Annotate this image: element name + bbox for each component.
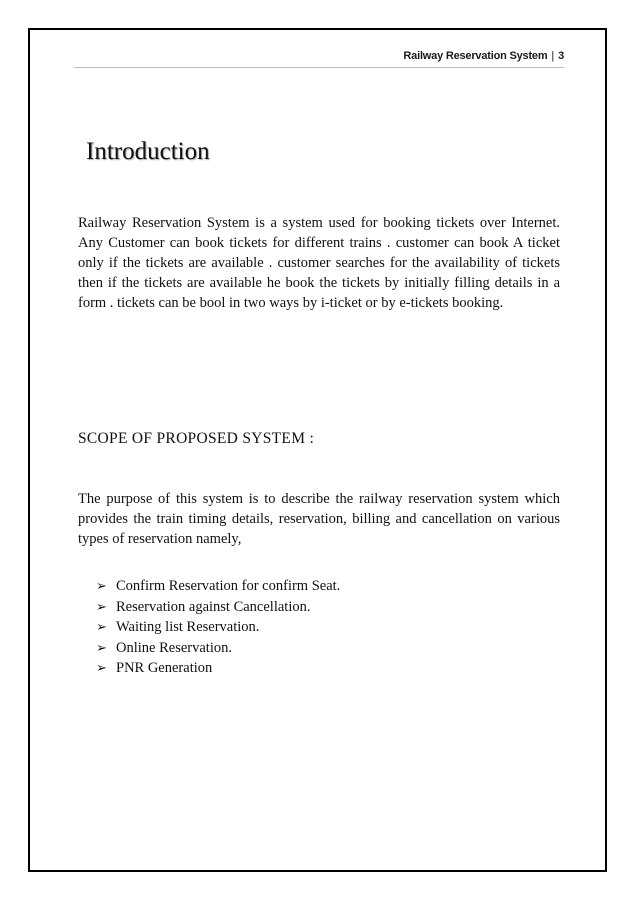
list-item — [96, 658, 340, 679]
arrow-bullet-icon: ➢ — [96, 660, 107, 675]
header-page-number: 3 — [558, 50, 564, 62]
list-item — [96, 597, 340, 618]
list-item-text: Reservation against Cancellation. — [116, 598, 311, 615]
scope-heading: SCOPE OF PROPOSED SYSTEM : — [78, 430, 315, 447]
header-doc-title: Railway Reservation System — [403, 50, 548, 62]
arrow-bullet-icon: ➢ — [96, 598, 107, 614]
arrow-bullet-icon: ➢ — [96, 639, 107, 655]
header-separator: | — [551, 50, 555, 62]
introduction-title: Introduction — [86, 138, 210, 165]
scope-paragraph: The purpose of this system is to describe the railway reservation system which provides the train timing details, reservation, billing and cancellation on various types of reservation namely, — [78, 491, 560, 547]
arrow-bullet-icon: ➢ — [96, 619, 107, 634]
introduction-paragraph: Railway Reservation System is a system used for booking tickets over Internet. Any Customer can book tickets for different trains . customer can book A ticket only if the tickets are available . customer searches for the availability of tickets then if the tickets are available he book the tickets by initially filling details in a form . tickets can be bool in two ways by i-ticket or by e-tickets booking. — [78, 215, 560, 311]
running-header — [403, 50, 564, 62]
arrow-bullet-icon: ➢ — [96, 578, 107, 593]
list-item-text: Confirm Reservation for confirm Seat. — [116, 578, 341, 594]
list-item-text: Online Reservation. — [116, 639, 232, 656]
list-item — [96, 617, 340, 638]
header-rule — [74, 67, 564, 68]
list-item-text: PNR Generation — [116, 660, 213, 676]
reservation-types-list — [96, 576, 340, 679]
list-item — [96, 576, 340, 597]
list-item — [96, 638, 340, 659]
list-item-text: Waiting list Reservation. — [116, 619, 260, 635]
